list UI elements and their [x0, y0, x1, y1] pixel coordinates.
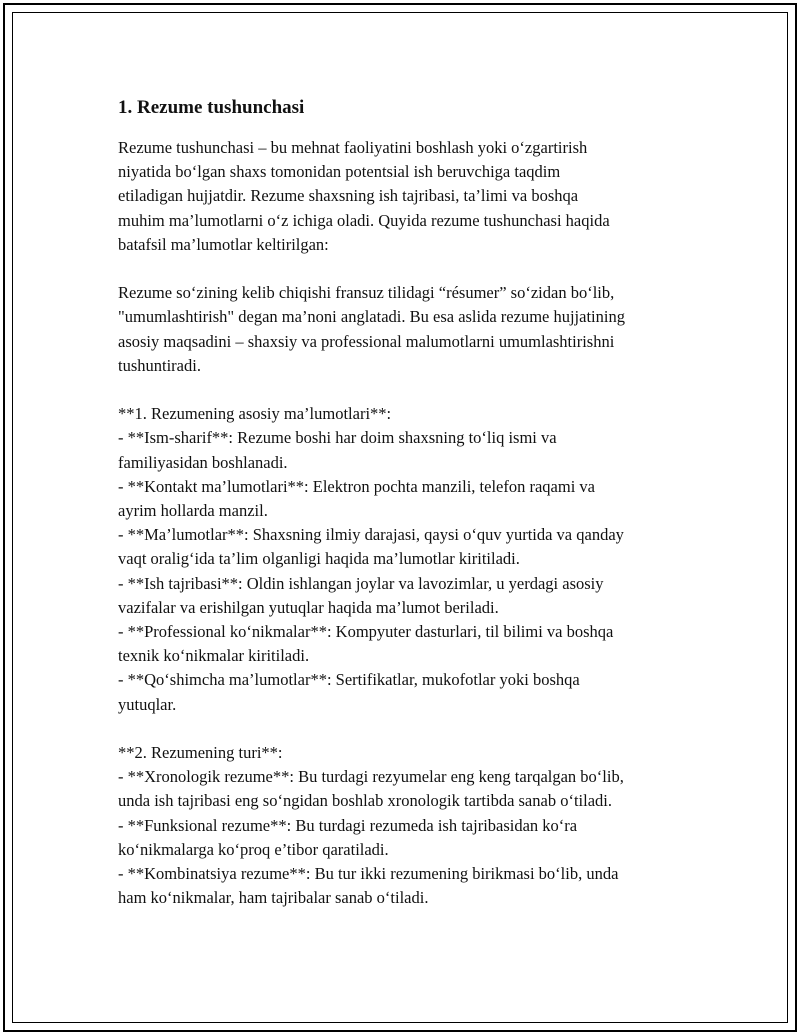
text-line: - **Xronologik rezume**: Bu turdagi rezyumelar eng keng tarqalgan bo‘lib, [118, 767, 624, 787]
text-line: "umumlashtirish" degan ma’noni anglatadi. Bu esa aslida rezume hujjatining [118, 307, 625, 327]
text-line: unda ish tajribasi eng so‘ngidan boshlab xronologik tartibda sanab o‘tiladi. [118, 791, 612, 811]
text-line: asosiy maqsadini – shaxsiy va professional malumotlarni umumlashtirishni [118, 331, 615, 351]
text-line: - **Kombinatsiya rezume**: Bu tur ikki rezumening birikmasi bo‘lib, unda [118, 864, 619, 884]
text-line: vaqt oralig‘ida ta’lim olganligi haqida ma’lumotlar kiritiladi. [118, 549, 520, 569]
section-heading: 1. Rezume tushunchasi [118, 97, 305, 118]
text-line: yutuqlar. [118, 694, 177, 714]
text-line: - **Ism-sharif**: Rezume boshi har doim shaxsning to‘liq ismi va [118, 428, 557, 448]
text-line: ko‘nikmalarga ko‘proq e’tibor qaratiladi. [118, 839, 389, 859]
paragraph [118, 136, 698, 257]
paragraph [118, 281, 698, 378]
text-line: batafsil ma’lumotlar keltirilgan: [118, 234, 329, 254]
text-line: - **Qo‘shimcha ma’lumotlar**: Sertifikatlar, mukofotlar yoki boshqa [118, 670, 580, 690]
text-line: texnik ko‘nikmalar kiritiladi. [118, 646, 310, 666]
text-line: Rezume so‘zining kelib chiqishi fransuz tilidagi “résumer” so‘zidan bo‘lib, [118, 283, 615, 303]
text-line: - **Ish tajribasi**: Oldin ishlangan joylar va lavozimlar, u yerdagi asosiy [118, 573, 604, 593]
paragraphs-container [118, 136, 698, 910]
text-line: ayrim hollarda manzil. [118, 501, 268, 521]
text-line: muhim ma’lumotlarni o‘z ichiga oladi. Quyida rezume tushunchasi haqida [118, 210, 610, 230]
text-line: Rezume tushunchasi – bu mehnat faoliyatini boshlash yoki o‘zgartirish [118, 138, 588, 157]
text-line: etiladigan hujjatdir. Rezume shaxsning ish tajribasi, ta’limi va boshqa [118, 186, 579, 206]
paragraph [118, 741, 698, 910]
text-line: ham ko‘nikmalar, ham tajribalar sanab o‘tiladi. [118, 888, 429, 908]
text-line: tushuntiradi. [118, 355, 201, 375]
text-line: **2. Rezumening turi**: [118, 743, 283, 763]
text-line: **1. Rezumening asosiy ma’lumotlari**: [118, 404, 392, 424]
text-line: niyatida bo‘lgan shaxs tomonidan potentsial ish beruvchiga taqdim [118, 162, 561, 182]
document-body [118, 96, 698, 935]
text-line: - **Professional ko‘nikmalar**: Kompyuter dasturlari, til bilimi va boshqa [118, 622, 614, 642]
text-line: - **Kontakt ma’lumotlari**: Elektron pochta manzili, telefon raqami va [118, 476, 595, 496]
text-line: - **Ma’lumotlar**: Shaxsning ilmiy darajasi, qaysi o‘quv yurtida va qanday [118, 525, 624, 545]
paragraph [118, 402, 698, 717]
text-line: - **Funksional rezume**: Bu turdagi rezumeda ish tajribasidan ko‘ra [118, 815, 578, 835]
text-line: vazifalar va erishilgan yutuqlar haqida ma’lumot beriladi. [118, 597, 499, 617]
text-line: familiyasidan boshlanadi. [118, 452, 288, 472]
